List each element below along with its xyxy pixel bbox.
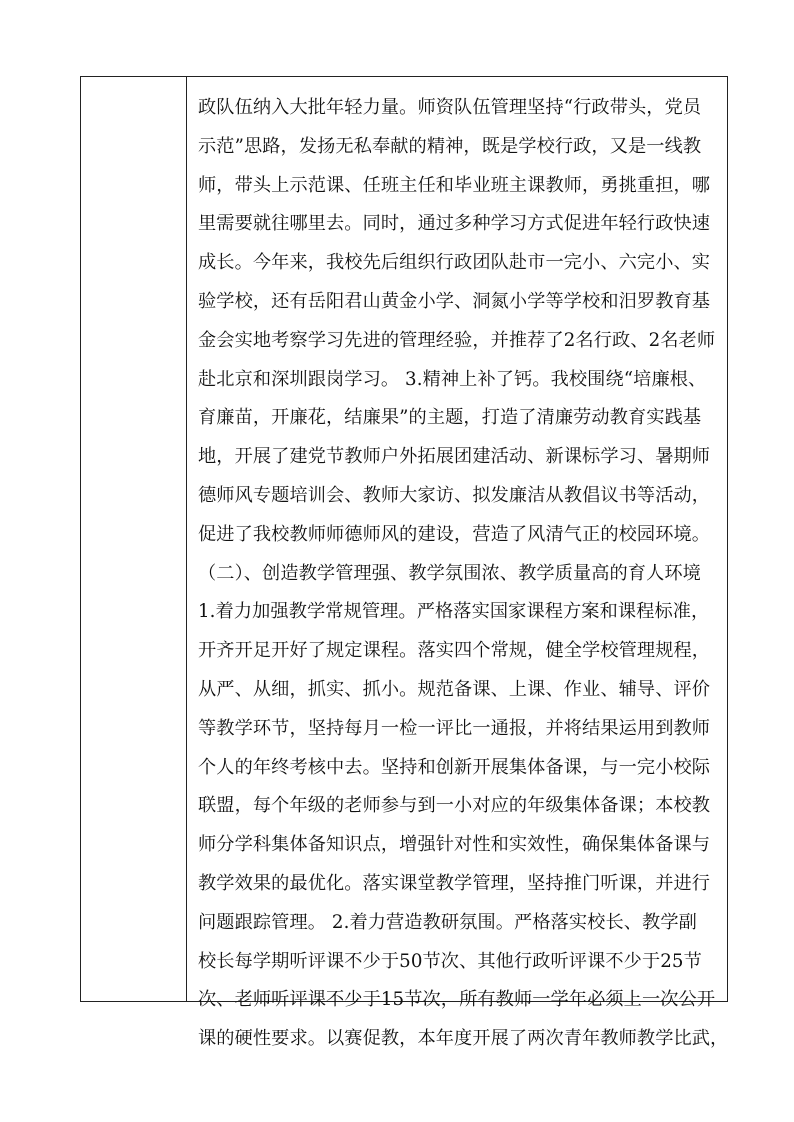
text-line: 赴北京和深圳跟岗学习。 3.精神上补了钙。我校围绕“培廉根、 [198,368,707,390]
text-line: 师分学科集体备知识点，增强针对性和实效性，确保集体备课与 [198,834,711,856]
table-label-cell [81,77,187,1001]
text-line: 验学校，还有岳阳君山黄金小学、洞氮小学等学校和汨罗教育基 [198,290,711,312]
section-heading: （二）、创造教学管理强、教学氛围浓、教学质量高的育人环境 [198,562,701,584]
text-line: 从严、从细，抓实、抓小。规范备课、上课、作业、辅导、评价 [198,678,711,700]
text-line: 开齐开足开好了规定课程。落实四个常规，健全学校管理规程， [198,640,711,662]
text-line: 1.着力加强教学常规管理。严格落实国家课程方案和课程标准， [198,601,710,623]
text-line: 师，带头上示范课、任班主任和毕业班主课教师，勇挑重担，哪 [198,174,711,196]
text-line: 示范”思路，发扬无私奉献的精神，既是学校行政，又是一线教 [198,135,702,157]
text-line: 等教学环节，坚持每月一检一评比一通报，并将结果运用到教师 [198,717,711,739]
table-content-cell [187,77,729,1050]
text-line: 联盟，每个年级的老师参与到一小对应的年级集体备课；本校教 [198,795,711,817]
text-line: 成长。今年来，我校先后组织行政团队赴市一完小、六完小、实 [198,252,711,274]
text-line: 个人的年终考核中去。坚持和创新开展集体备课，与一完小校际 [198,756,711,778]
text-line: 校长每学期听评课不少于50节次、其他行政听评课不少于25节 [198,950,702,972]
text-line: 德师风专题培训会、教师大家访、拟发廉洁从教倡议书等活动， [198,484,711,506]
body-text [198,89,738,1059]
text-line: 里需要就往哪里去。同时，通过多种学习方式促进年轻行政快速 [198,213,711,235]
text-line: 次、老师听评课不少于15节次，所有教师一学年必须上一次公开 [198,989,716,1011]
text-line: 促进了我校教师师德师风的建设，营造了风清气正的校园环境。 [198,523,711,545]
text-line: 问题跟踪管理。 2.着力营造教研氛围。严格落实校长、教学副 [198,911,697,933]
text-line: 教学效果的最优化。落实课堂教学管理，坚持推门听课，并进行 [198,872,711,894]
text-line: 金会实地考察学习先进的管理经验，并推荐了2名行政、2名老师 [198,329,716,351]
text-line: 育廉苗，开廉花，结廉果”的主题，打造了清廉劳动教育实践基 [198,407,702,429]
text-line: 政队伍纳入大批年轻力量。师资队伍管理坚持“行政带头，党员 [198,97,702,118]
text-line: 课的硬性要求。以赛促教，本年度开展了两次青年教师教学比武， [198,1028,729,1050]
report-table [80,76,729,1050]
text-line: 地，开展了建党节教师户外拓展团建活动、新课标学习、暑期师 [198,446,711,468]
